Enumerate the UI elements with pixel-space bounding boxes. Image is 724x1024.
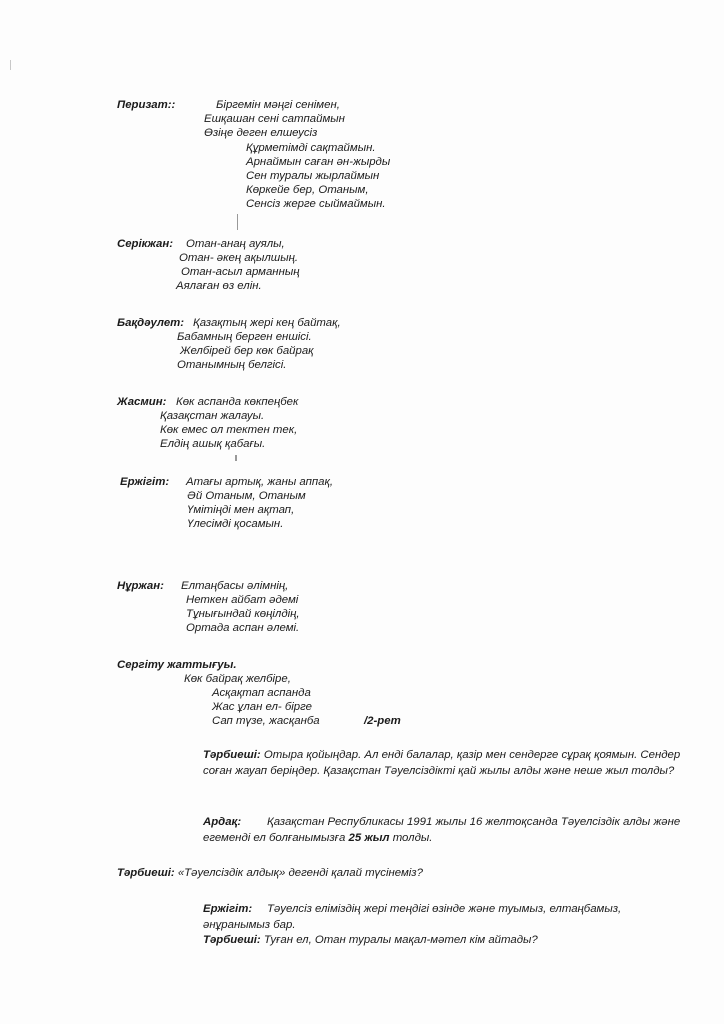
verse-line: Сен туралы жырлаймын xyxy=(246,170,380,182)
scan-speck xyxy=(10,60,11,70)
speaker-teacher: Тәрбиеші: xyxy=(117,867,175,879)
verse-line: Қазақстан жалауы. xyxy=(160,410,265,422)
dialogue-text: Тәуелсіз еліміздің жері теңдігі өзінде және туымыз, елтаңбамыз, әнұранымыз бар. xyxy=(203,903,622,931)
speaker-erzhigit: Ержігіт: xyxy=(120,476,170,488)
verse-line: Әй Отаным, Отаным xyxy=(187,490,306,502)
verse-line: Көркейе бер, Отаным, xyxy=(246,184,369,196)
teacher-question-3 xyxy=(203,933,538,947)
verse-line: Бабамның берген еншісі. xyxy=(177,331,312,343)
speaker-erzhigit-2: Ержігіт: xyxy=(203,903,253,915)
verse-line: Үмітіңді мен ақтап, xyxy=(187,504,295,516)
verse-line: Аялаған өз елін. xyxy=(176,280,262,292)
verse-line: Біргемін мәңгі сенімен, xyxy=(216,99,340,111)
speaker-bakdaulet: Бақдәулет: xyxy=(117,317,185,329)
verse-line: Ешқашан сені сатпаймын xyxy=(204,113,345,125)
verse-line: Отан-асыл арманның xyxy=(181,266,300,278)
repeat-note: /2-рет xyxy=(364,715,401,727)
verse-line: Асқақтап аспанда xyxy=(212,687,311,699)
dialogue-text: Туған ел, Отан туралы мақал-мәтел кім айтады? xyxy=(260,934,538,946)
dialogue-text: толды. xyxy=(389,831,433,844)
erzhigit-answer xyxy=(203,902,678,933)
verse-line: Көк байрақ желбіре, xyxy=(184,673,291,685)
dialogue-text: «Тәуелсіздік алдық» дегенді қалай түсінеміз? xyxy=(174,867,423,879)
verse-line: Желбірей бер көк байрақ xyxy=(180,345,314,357)
teacher-question-2 xyxy=(117,866,423,880)
verse-line: Көк аспанда көкпеңбек xyxy=(176,396,299,408)
speaker-nurzhan: Нұржан: xyxy=(117,580,164,592)
verse-line: Атағы артық, жаны аппақ, xyxy=(186,476,333,488)
verse-line: Үлесімді қосамын. xyxy=(187,518,284,530)
verse-line: Отан- әкең ақылшың. xyxy=(179,252,299,264)
verse-line: Неткен айбат әдемі xyxy=(186,594,299,606)
speaker-serikzhan: Серікжан: xyxy=(117,238,173,250)
speaker-teacher: Тәрбиеші: xyxy=(203,934,261,946)
verse-line: Сенсіз жерге сыймаймын. xyxy=(246,198,386,210)
dialogue-text: Қазақстан Республикасы 1991 жылы 16 желтоқсанда Тәуелсіздік алды және егеменді ел болғанымызға xyxy=(203,816,681,844)
exercise-title: Сергіту жаттығуы. xyxy=(117,659,237,671)
verse-line: Құрметімді сақтаймын. xyxy=(246,142,376,154)
scan-speck xyxy=(235,455,237,461)
verse-line: Көк емес ол тектен тек, xyxy=(160,424,298,436)
verse-line: Ортада аспан әлемі. xyxy=(186,622,300,634)
speaker-ardak: Ардақ: xyxy=(203,816,242,828)
verse-line: Елдің ашық қабағы. xyxy=(160,438,266,450)
ardak-answer xyxy=(203,815,688,846)
verse-line: Арнаймын саған ән-жырды xyxy=(246,156,391,168)
dialogue-text: Отыра қойыңдар. Ал енді балалар, қазір мен сендерге сұрақ қоямын. Сендер соған жауап беріңдер. Қазақстан Тәуелсіздікті қай жылы алды және неше жыл толды? xyxy=(203,749,681,777)
years-count: 25 жыл xyxy=(348,831,390,844)
scan-speck xyxy=(237,214,238,230)
verse-line: Өзіңе деген елшеусіз xyxy=(204,127,318,139)
speaker-zhasmin: Жасмин: xyxy=(117,396,167,408)
verse-line: Отан-анаң ауялы, xyxy=(186,238,285,250)
speaker-perizat: Перизат:: xyxy=(117,99,176,111)
speaker-teacher: Тәрбиеші: xyxy=(203,749,261,761)
verse-line: Отанымның белгісі. xyxy=(177,359,287,371)
verse-line: Тұнығындай көңілдің, xyxy=(186,608,300,620)
teacher-question-1 xyxy=(203,748,688,779)
verse-line: Жас ұлан ел- бірге xyxy=(212,701,312,713)
verse-line: Елтаңбасы әлімнің, xyxy=(181,580,289,592)
verse-line: Қазақтың жері кең байтақ, xyxy=(193,317,341,329)
verse-line: Сап түзе, жасқанба xyxy=(212,715,320,727)
